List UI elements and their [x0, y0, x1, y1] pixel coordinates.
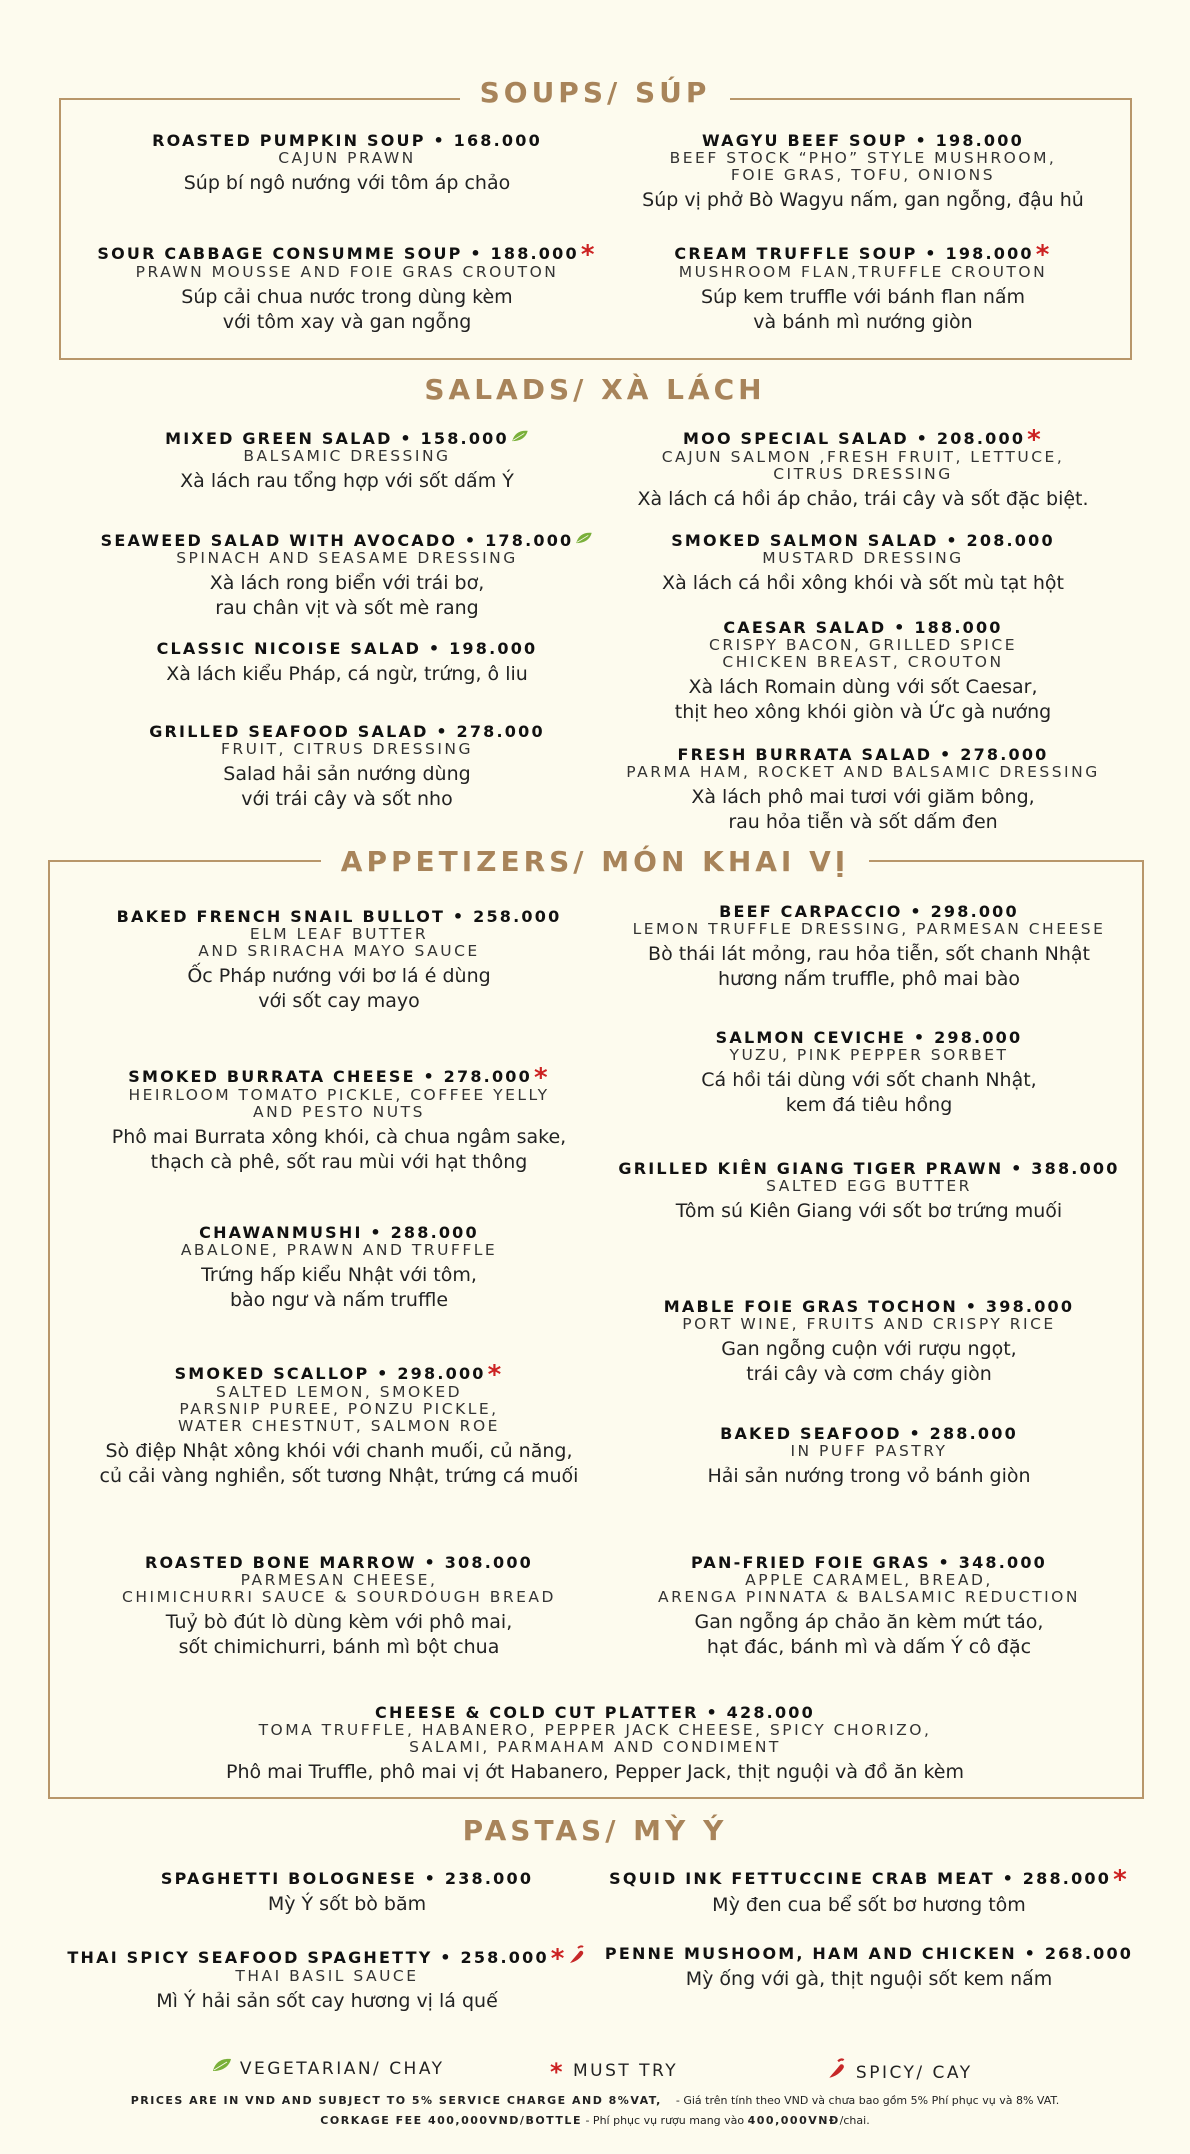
item-vn: Súp kem truffle với bánh flan nấm: [700, 286, 1026, 308]
item-desc: PARSNIP PUREE, PONZU PICKLE,: [179, 1400, 499, 1418]
item-name: SMOKED SALMON SALAD • 208.000: [671, 531, 1055, 550]
footer-line-2: [0, 2114, 1190, 2127]
legend-spicy: [826, 2058, 973, 2083]
item-name: GRILLED KIÊN GIANG TIGER PRAWN • 388.000: [618, 1159, 1120, 1178]
item-vn: rau hỏa tiễn và sốt dấm đen: [728, 811, 998, 833]
item-vn: sốt chimichurri, bánh mì bột chua: [178, 1636, 500, 1658]
item-desc: YUZU, PINK PEPPER SORBET: [729, 1046, 1009, 1064]
item-vn: và bánh mì nướng giòn: [753, 311, 973, 333]
item-vn: với tôm xay và gan ngỗng: [222, 311, 472, 333]
pastas-title: PASTAS/ MỲ Ý: [0, 1814, 1190, 1847]
item-vn: Mỳ Ý sốt bò băm: [267, 1893, 427, 1915]
leaf-icon: [511, 430, 529, 442]
menu-item: [59, 1063, 619, 1175]
menu-item: [67, 723, 627, 812]
menu-item: [583, 532, 1143, 596]
item-desc: MUSTARD DRESSING: [762, 549, 964, 567]
item-name: CAESAR SALAD • 188.000: [723, 618, 1003, 637]
item-desc: BALSAMIC DRESSING: [243, 447, 451, 465]
salads-title: SALADS/ XÀ LÁCH: [0, 373, 1190, 406]
item-vn: Mỳ ống với gà, thịt nguội sốt kem nấm: [685, 1968, 1053, 1990]
item-desc: TOMA TRUFFLE, HABANERO, PEPPER JACK CHEESE, SPICY CHORIZO,: [258, 1721, 932, 1739]
item-desc: CHIMICHURRI SAUCE & SOURDOUGH BREAD: [122, 1588, 556, 1606]
item-vn: Súp vị phở Bò Wagyu nấm, gan ngỗng, đậu hủ: [642, 189, 1084, 211]
must-try-star-icon: *: [1035, 240, 1052, 270]
item-desc: SALTED LEMON, SMOKED: [215, 1383, 463, 1401]
item-desc: ABALONE, PRAWN AND TRUFFLE: [180, 1241, 498, 1259]
footer-vn: - Giá trên tính theo VND và chưa bao gồm 5% Phí phục vụ và 8% VAT.: [675, 2094, 1060, 2107]
legend-label: SPICY/ CAY: [855, 2063, 973, 2083]
item-desc: CAJUN PRAWN: [278, 149, 416, 167]
menu-item: [589, 1425, 1149, 1489]
item-desc: ELM LEAF BUTTER: [249, 925, 429, 943]
menu-item: [95, 1704, 1095, 1785]
item-name: SALMON CEVICHE • 298.000: [715, 1028, 1023, 1047]
menu-item: [583, 132, 1143, 213]
item-desc: SPINACH AND SEASAME DRESSING: [176, 549, 518, 567]
item-vn: Súp cải chua nước trong dùng kèm: [181, 286, 513, 308]
item-desc: SALAMI, PARMAHAM AND CONDIMENT: [409, 1738, 781, 1756]
item-vn: Tuỷ bò đút lò dùng kèm với phô mai,: [165, 1611, 513, 1633]
footer-en: PRICES ARE IN VND AND SUBJECT TO 5% SERVICE CHARGE AND 8%VAT,: [130, 2094, 662, 2107]
menu-item: [589, 903, 1149, 992]
menu-item: [589, 1160, 1149, 1224]
menu-item: [67, 240, 627, 335]
menu-item: [583, 425, 1143, 512]
must-try-star-icon: *: [550, 2058, 566, 2086]
item-desc: MUSHROOM FLAN,TRUFFLE CROUTON: [678, 263, 1048, 281]
item-vn: bào ngư và nấm truffle: [229, 1289, 449, 1311]
item-name: BEEF CARPACCIO • 298.000: [719, 902, 1019, 921]
menu-item: [59, 1224, 619, 1313]
legend-label: MUST TRY: [572, 2061, 679, 2081]
item-vn: Salad hải sản nướng dùng: [223, 763, 471, 785]
item-vn: Xà lách cá hồi áp chảo, trái cây và sốt đặc biệt.: [637, 488, 1089, 510]
menu-item: [589, 1554, 1149, 1660]
item-desc: BEEF STOCK “PHO” STYLE MUSHROOM,: [669, 149, 1057, 167]
item-vn: hạt đác, bánh mì và dấm Ý cô đặc: [706, 1636, 1032, 1658]
item-vn: Hải sản nướng trong vỏ bánh giòn: [707, 1465, 1031, 1487]
item-name: PENNE MUSHOOM, HAM AND CHICKEN • 268.000: [604, 1944, 1134, 1963]
item-desc: PARMESAN CHEESE,: [240, 1571, 438, 1589]
must-try-star-icon: *: [487, 1360, 504, 1390]
item-vn: hương nấm truffle, phô mai bào: [717, 968, 1021, 990]
appetizers-title: APPETIZERS/ MÓN KHAI VỊ: [0, 845, 1190, 878]
menu-item: [583, 240, 1143, 335]
legend-label: VEGETARIAN/ CHAY: [239, 2059, 445, 2079]
item-desc: FRUIT, CITRUS DRESSING: [220, 740, 474, 758]
item-vn: Mỳ đen cua bể sốt bơ hương tôm: [712, 1894, 1026, 1916]
item-vn: củ cải vàng nghiền, sốt tương Nhật, trứng cá muối: [99, 1465, 579, 1487]
item-vn: Ốc Pháp nướng với bơ lá é dùng: [187, 965, 491, 987]
legend-must-try: [548, 2058, 678, 2086]
item-desc: CRISPY BACON, GRILLED SPICE: [709, 636, 1017, 654]
legend-vegetarian: [210, 2058, 445, 2079]
item-vn: Sò điệp Nhật xông khói với chanh muối, củ năng,: [105, 1440, 573, 1462]
item-name: FRESH BURRATA SALAD • 278.000: [677, 745, 1049, 764]
menu-item: [67, 132, 627, 196]
item-desc: CHICKEN BREAST, CROUTON: [722, 653, 1004, 671]
menu-item: [583, 746, 1143, 835]
item-desc: ARENGA PINNATA & BALSAMIC REDUCTION: [658, 1588, 1080, 1606]
item-name: WAGYU BEEF SOUP • 198.000: [702, 131, 1024, 150]
item-vn: Súp bí ngô nướng với tôm áp chảo: [183, 172, 511, 194]
item-vn: Tôm sú Kiên Giang với sốt bơ trứng muối: [675, 1200, 1063, 1222]
item-name: CLASSIC NICOISE SALAD • 198.000: [156, 639, 538, 658]
item-name: SPAGHETTI BOLOGNESE • 238.000: [160, 1869, 534, 1888]
item-desc: LEMON TRUFFLE DRESSING, PARMESAN CHEESE: [632, 920, 1106, 938]
item-desc: AND PESTO NUTS: [253, 1103, 425, 1121]
item-vn: thạch cà phê, sốt rau mùi với hạt thông: [150, 1151, 528, 1173]
item-desc: CITRUS DRESSING: [773, 465, 953, 483]
item-vn: Mì Ý hải sản sốt cay hương vị lá quế: [156, 1990, 498, 2012]
item-name: SMOKED BURRATA CHEESE • 278.000: [128, 1067, 532, 1086]
item-name: MIXED GREEN SALAD • 158.000: [165, 429, 509, 448]
item-vn: với sốt cay mayo: [258, 990, 420, 1012]
item-vn: với trái cây và sốt nho: [241, 788, 453, 810]
corkage-vn: - Phí phục vụ rượu mang vào: [585, 2114, 745, 2127]
item-name: THAI SPICY SEAFOOD SPAGHETTY • 258.000: [67, 1948, 549, 1967]
menu-item: [589, 1298, 1149, 1387]
must-try-star-icon: *: [550, 1944, 567, 1974]
item-vn: rau chân vịt và sốt mè rang: [215, 597, 479, 619]
menu-item: [59, 1360, 619, 1489]
menu-item: [67, 430, 627, 494]
menu-item: [583, 619, 1143, 725]
menu-item: [67, 532, 627, 621]
item-desc: APPLE CARAMEL, BREAD,: [745, 1571, 993, 1589]
item-name: CREAM TRUFFLE SOUP • 198.000: [674, 244, 1034, 263]
menu-item: [67, 640, 627, 687]
item-name: PAN-FRIED FOIE GRAS • 348.000: [690, 1553, 1048, 1572]
item-desc: AND SRIRACHA MAYO SAUCE: [198, 942, 480, 960]
must-try-star-icon: *: [1113, 1865, 1129, 1895]
item-vn: kem đá tiêu hồng: [785, 1094, 953, 1116]
item-name: CHEESE & COLD CUT PLATTER • 428.000: [375, 1703, 815, 1722]
item-desc: HEIRLOOM TOMATO PICKLE, COFFEE YELLY: [128, 1086, 550, 1104]
item-vn: Xà lách cá hồi xông khói và sốt mù tạt hột: [662, 572, 1064, 594]
item-desc: WATER CHESTNUT, SALMON ROE: [178, 1417, 500, 1435]
item-name: BAKED FRENCH SNAIL BULLOT • 258.000: [116, 907, 562, 926]
item-name: GRILLED SEAFOOD SALAD • 278.000: [149, 722, 545, 741]
menu-item: [589, 1029, 1149, 1118]
must-try-star-icon: *: [580, 240, 597, 270]
leaf-icon: [212, 2058, 232, 2072]
soups-title: SOUPS/ SÚP: [0, 76, 1190, 109]
item-vn: Xà lách Romain dùng với sốt Caesar,: [688, 676, 1038, 698]
item-desc: SALTED EGG BUTTER: [766, 1177, 972, 1195]
item-name: ROASTED BONE MARROW • 308.000: [144, 1553, 534, 1572]
menu-item: [589, 1945, 1149, 1992]
must-try-star-icon: *: [533, 1063, 550, 1093]
corkage-price: 400,000VNĐ: [747, 2114, 840, 2127]
must-try-star-icon: *: [1027, 425, 1043, 455]
item-name: MABLE FOIE GRAS TOCHON • 398.000: [663, 1297, 1075, 1316]
corkage-en: CORKAGE FEE 400,000VND/BOTTLE: [320, 2114, 582, 2127]
menu-item: [59, 908, 619, 1014]
item-vn: trái cây và cơm cháy giòn: [746, 1363, 992, 1385]
item-name: MOO SPECIAL SALAD • 208.000: [683, 429, 1026, 448]
menu-item: [589, 1865, 1149, 1918]
item-name: CHAWANMUSHI • 288.000: [199, 1223, 479, 1242]
corkage-unit: /chai.: [839, 2114, 870, 2127]
chili-icon: [567, 1945, 587, 1965]
menu-item: [67, 1870, 627, 1917]
item-name: SMOKED SCALLOP • 298.000: [174, 1364, 486, 1383]
item-vn: Xà lách phô mai tươi với giăm bông,: [691, 786, 1035, 808]
item-vn: Xà lách rong biển với trái bơ,: [209, 572, 485, 594]
menu-item: [47, 1945, 607, 2014]
item-name: SQUID INK FETTUCCINE CRAB MEAT • 288.000: [609, 1869, 1112, 1888]
item-vn: Phô mai Burrata xông khói, cà chua ngâm sake,: [111, 1126, 567, 1148]
item-desc: PORT WINE, FRUITS AND CRISPY RICE: [682, 1315, 1056, 1333]
item-desc: FOIE GRAS, TOFU, ONIONS: [730, 166, 996, 184]
item-name: BAKED SEAFOOD • 288.000: [720, 1424, 1018, 1443]
item-vn: Cá hồi tái dùng với sốt chanh Nhật,: [701, 1069, 1037, 1091]
item-vn: thịt heo xông khói giòn và Ức gà nướng: [674, 701, 1052, 723]
item-vn: Gan ngỗng áp chảo ăn kèm mứt táo,: [694, 1611, 1044, 1633]
item-name: SEAWEED SALAD WITH AVOCADO • 178.000: [100, 531, 574, 550]
item-vn: Xà lách kiểu Pháp, cá ngừ, trứng, ô liu: [166, 663, 528, 685]
chili-icon: [826, 2058, 848, 2080]
item-name: SOUR CABBAGE CONSUMME SOUP • 188.000: [97, 244, 579, 263]
menu-item: [59, 1554, 619, 1660]
item-desc: IN PUFF PASTRY: [790, 1442, 948, 1460]
item-desc: CAJUN SALMON ,FRESH FRUIT, LETTUCE,: [661, 448, 1065, 466]
item-vn: Trứng hấp kiểu Nhật với tôm,: [201, 1264, 477, 1286]
item-desc: PRAWN MOUSSE AND FOIE GRAS CROUTON: [135, 263, 559, 281]
item-vn: Phô mai Truffle, phô mai vị ớt Habanero, Pepper Jack, thịt nguội và đồ ăn kèm: [226, 1761, 964, 1783]
item-name: ROASTED PUMPKIN SOUP • 168.000: [152, 131, 542, 150]
item-vn: Bò thái lát mỏng, rau hỏa tiễn, sốt chanh Nhật: [648, 943, 1090, 965]
item-desc: PARMA HAM, ROCKET AND BALSAMIC DRESSING: [626, 763, 1100, 781]
footer-line-1: [0, 2094, 1190, 2107]
item-vn: Xà lách rau tổng hợp với sốt dấm Ý: [180, 470, 514, 492]
item-desc: THAI BASIL SAUCE: [235, 1967, 419, 1985]
item-vn: Gan ngỗng cuộn với rượu ngọt,: [721, 1338, 1017, 1360]
